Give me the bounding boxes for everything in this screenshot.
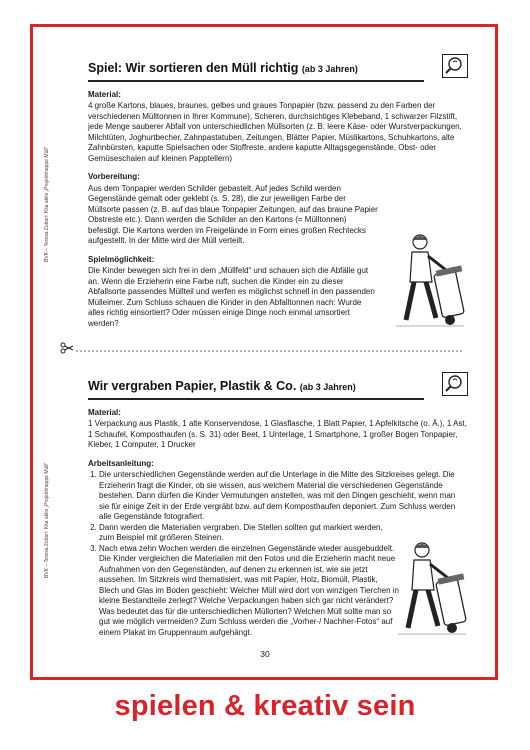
play-heading: Spielmöglichkeit: [88,254,155,264]
brand-footer: spielen & kreativ sein [114,690,416,722]
material-heading: Material: [88,89,121,99]
section-title: Spiel: Wir sortieren den Müll richtig (ab 3 Jahren) [88,61,358,75]
step-item: 2. Dann werden die Materialien vergraben. Die Stellen sollten gut markiert werden, zum Beispiel mit größeren Steinen. [99,523,399,544]
instructions-heading: Arbeitsanleitung: [88,458,154,468]
material-text: 4 große Kartons, blaues, braunes, gelbes und graues Tonpapier (bzw. passend zu den Farben der verschiedenen Mülltonnen in Ihrer Kommune), Scheren, durchsichtiges Klebeband, 1 schwarzer Filzstift, jede Menge sauberer Abfall von unterschiedlichen Müllsorten (z. B. leere Käse- oder Wurstverpackungen, Milchtüten, Joghurtbecher, Zahnpastatuben, Zeitungen, Blätter Papier, Müslikartons, Schuhkartons, alte Zahnbürsten, kaputte Spielsachen oder Stoffreste, andere kaputte Alltagsgegenstände, Obst- oder Gemüseschalen auf kleinen Papptellern) [88,101,462,163]
age-label: (ab 3 Jahren) [299,382,356,392]
preparation-text: Aus dem Tonpapier werden Schilder gebastelt. Auf jedes Schild werden Gegenstände gemalt oder geklebt (s. S. 28), die zur jeweiligen Farbe der Müllsorte passen (z. B. auf das blaue Tonpapier Zeitungen, auf das braune Papier Obstreste etc.). Dann werden die Schilder an den Kartons (= Mülltonnen) befestigt. Die Kartons werden im Freigelände in Form eines großen Rechtecks aufgestellt. In der Mitte wird der Müll verteilt. [88,183,378,245]
magnifier-hand-icon [442,372,468,396]
age-label: (ab 3 Jahren) [301,64,358,74]
section-divider [88,398,424,400]
material-heading: Material: [88,407,121,417]
section-title: Wir vergraben Papier, Plastik & Co. (ab 3 Jahren) [88,379,356,393]
cut-line [62,346,462,356]
section-divider [88,80,424,82]
side-credit-bottom: BVK – Teresa Zobori: Kita aktiv „Projektmappe Müll“ [44,462,50,578]
material-text: 1 Verpackung aus Plastik, 1 alte Konservendose, 1 Glasflasche, 1 Blatt Papier, 1 Apfelkitsche (o. Ä.), 1 Ast, 1 Schaufel, Komposthaufen (s. S. 31) oder Beet, 1 Unterlage, 1 Smartphone, 1 großer Bogen Tonpapier, Kleber, 1 Computer, 1 Drucker [88,419,467,449]
page-number: 30 [260,649,270,659]
person-with-bin-illustration [392,232,468,332]
step-item: 1. Die unterschiedlichen Gegenstände werden auf die Unterlage in die Mitte des Sitzkreises gelegt. Die Erzieherin fragt die Kinder, ob sie wissen, aus welchem Material die verschiedenen Gegenstände bestehen. Dann dürfen die Kinder Vermutungen anstellen, was mit den Dingen geschieht, wenn man sie für einige Zeit in der Erde vergräbt bzw. auf dem Komposthaufen deponiert. Zum Schluss werden alle Gegenstände fotografiert. [99,470,461,523]
play-text: Die Kinder bewegen sich frei in dem „Müllfeld“ und schauen sich die Abfälle gut an. Wenn die Erzieherin eine Farbe ruft, suchen die Kinder ein zu dieser Abfallsorte passendes Müllteil und werfen es möglichst schnell in den passenden Mülleimer. Zum Schluss schauen die Kinder in den Abfalltonnen nach: Wurde alles richtig einsortiert? Oder müssen einige Dinge noch einmal umsortiert werden? [88,266,375,328]
step-item: 3. Nach etwa zehn Wochen werden die einzelnen Gegenstände wieder ausgebuddelt. Die Kinder vergleichen die Materialien mit den Fotos und die Erzieherin macht neue Aufnahmen von den Gegenständen, auf denen zu erkennen ist, wie sie jetzt aussehen. Im Sitzkreis wird thematisiert, was mit Papier, Holz, Biomüll, Plastik, Blech und Glas im Boden geschieht: Welcher Müll wird dort von winzigen Tierchen in kleine Bestandteile zerlegt? Welche Verpackungen haben sich gar nicht verändert? Was bedeutet das für die unterschiedlichen Müllorten? Welchen Müll sollte man so gut wie möglich vermeiden? Zum Schluss werden die „Vorher-/ Nachher-Fotos“ auf einem Plakat im Gruppenraum aufgehängt. [99,544,399,639]
section-header [88,378,468,395]
magnifier-hand-icon [442,54,468,78]
person-with-bin-illustration [394,540,470,640]
side-credit-top: BVK – Teresa Zobori: Kita aktiv „Projektmappe Müll“ [44,146,50,262]
scissors-icon [60,341,74,355]
preparation-heading: Vorbereitung: [88,172,140,181]
section-header [88,60,468,77]
